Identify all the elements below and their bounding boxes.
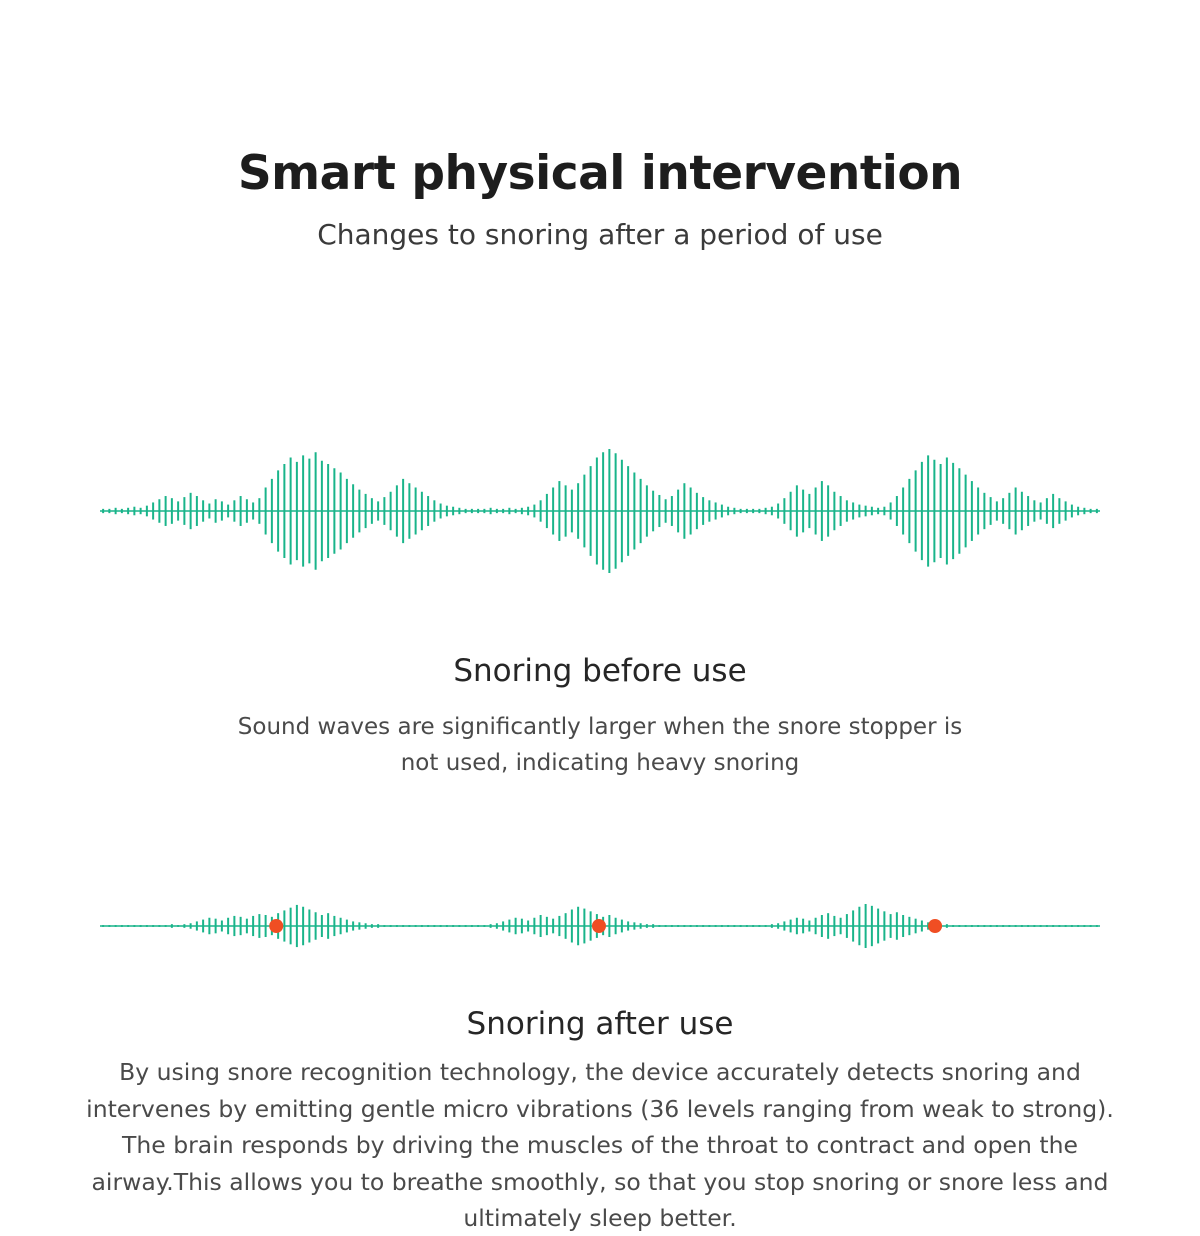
waveform-before-chart bbox=[100, 431, 1100, 591]
description-after: By using snore recognition technology, the device accurately detects snoring and intervenes by emitting gentle micro vibrations (36 levels ranging from weak to strong). The brain responds by driving the muscles of the throat to contract and open the airway.This allows you to breathe smoothly, so that you stop snoring or snore less and ultimately sleep better. bbox=[86, 1058, 1114, 1232]
waveform-before-container bbox=[0, 431, 1200, 591]
waveform-after-chart bbox=[100, 886, 1100, 966]
page-title: Smart physical intervention bbox=[237, 146, 963, 201]
intervention-marker-icon bbox=[269, 919, 283, 933]
intervention-marker-icon bbox=[928, 919, 942, 933]
page-subtitle: Changes to snoring after a period of use bbox=[317, 217, 883, 251]
intervention-marker-icon bbox=[592, 919, 606, 933]
waveform-after-container bbox=[0, 886, 1200, 966]
caption-before: Snoring before use bbox=[453, 652, 747, 689]
description-before: Sound waves are significantly larger when the snore stopper is not used, indicating heavy snoring bbox=[237, 713, 963, 777]
caption-after: Snoring after use bbox=[466, 1006, 734, 1043]
